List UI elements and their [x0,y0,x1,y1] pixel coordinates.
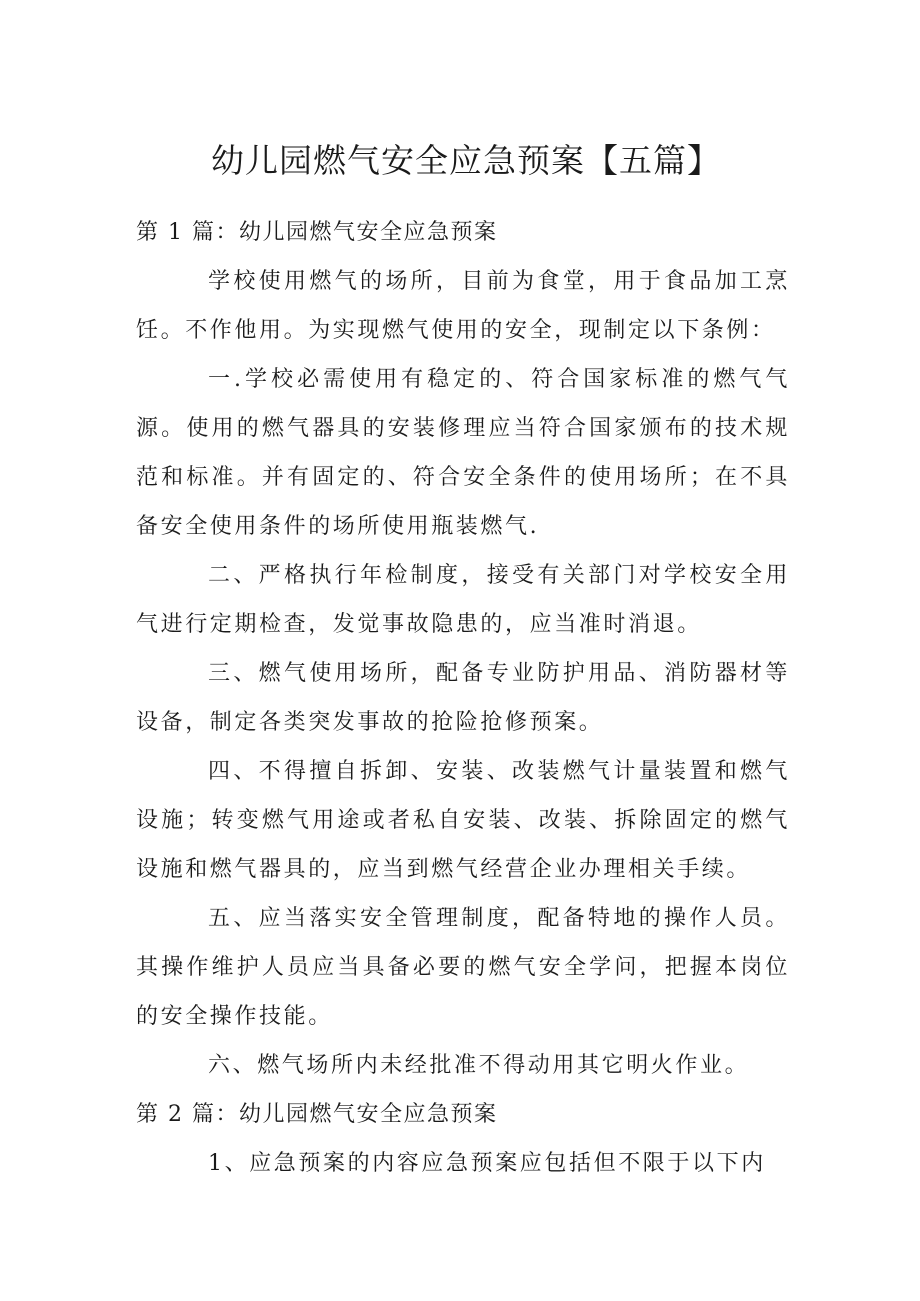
section-1-paragraph-5: 四、不得擅自拆卸、安装、改装燃气计量装置和燃气设施；转变燃气用途或者私自安装、改装、拆除固定的燃气设施和燃气器具的，应当到燃气经营企业办理相关手续。 [136,759,790,882]
section-1-paragraph-4: 三、燃气使用场所，配备专业防护用品、消防器材等设备，制定各类突发事故的抢险抢修预案。 [136,661,790,735]
section-1-paragraph-2: 一.学校必需使用有稳定的、符合国家标准的燃气气源。使用的燃气器具的安装修理应当符合国家颁布的技术规范和标准。并有固定的、符合安全条件的使用场所；在不具备安全使用条件的场所使用瓶装燃气. [136,367,790,539]
section-heading-2: 第 2 篇：幼儿园燃气安全应急预案 [136,1102,498,1127]
section-1-paragraph-1: 学校使用燃气的场所，目前为食堂，用于食品加工烹饪。不作他用。为实现燃气使用的安全，现制定以下条例： [136,269,790,343]
document-body [136,208,790,1188]
document-title: 幼儿园燃气安全应急预案【五篇】 [211,141,721,180]
section-2-paragraph-1: 1、应急预案的内容应急预案应包括但不限于以下内 [208,1151,766,1176]
section-1-paragraph-6: 五、应当落实安全管理制度，配备特地的操作人员。其操作维护人员应当具备必要的燃气安全学问，把握本岗位的安全操作技能。 [136,906,790,1029]
section-1-paragraph-7: 六、燃气场所内未经批准不得动用其它明火作业。 [208,1053,750,1078]
section-heading-1: 第 1 篇：幼儿园燃气安全应急预案 [136,220,498,245]
section-1-paragraph-3: 二、严格执行年检制度，接受有关部门对学校安全用气进行定期检查，发觉事故隐患的，应当准时消退。 [136,563,790,637]
